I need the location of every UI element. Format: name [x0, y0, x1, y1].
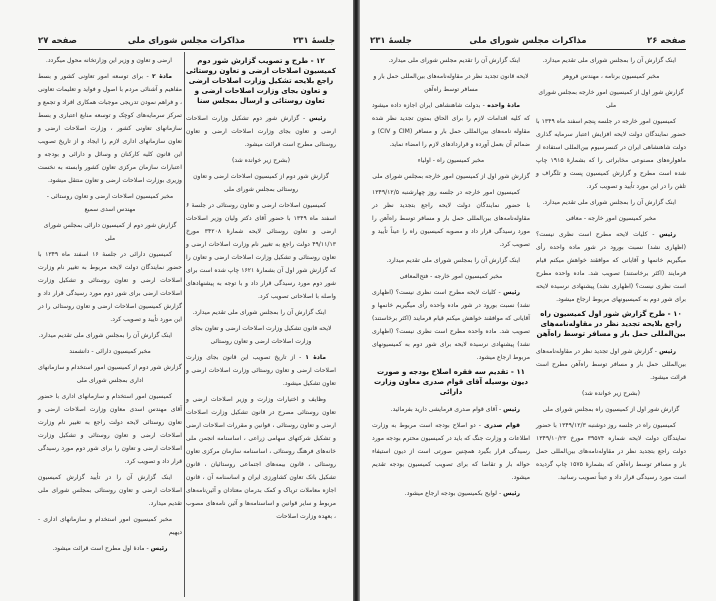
- page-number: صفحه ۲۶: [647, 36, 686, 46]
- session-number: جلسهٔ ۲۳۱: [370, 36, 412, 46]
- body-paragraph: مخبر کمیسیون امور استخدام و سازمانهای اداری - دیهیم: [38, 516, 182, 536]
- body-paragraph: اینک گزارش آن را تقدیم مجلس شورای ملی میدارد.: [388, 57, 520, 64]
- speaker-paragraph: [372, 403, 530, 416]
- left-page-column-left: [38, 54, 182, 558]
- speaker-name: رئیس: [503, 289, 520, 296]
- centered-caption: گزارش شور اول از کمیسیون امور خارجه بمجلس شورای ملی: [372, 173, 530, 180]
- running-title: مذاکرات مجلس شورای ملی: [127, 36, 246, 46]
- body-paragraph: کمیسیون امور خارجه در جلسه پنجم اسفند ماه ۱۳۴۹ با حضور نمایندگان دولت لایحه افزایش اعتبار سرمایه گذاری دولت شاهنشاهی ایران در کنسرسیوم بین‌المللی استفاده از ماهواره‌های مصنوعی مخابراتی را که بشمارهٔ ۱۹۱۵ چاپ شده است مطرح و گزارش کمیسیون پست و تلگراف و تلفن را در این مورد تأیید و تصویب کرد.: [536, 118, 686, 190]
- section-heading: ۱۰ - طرح گزارش شور اول کمیسیون راه راجع بلایحه تجدید نظر در مقاوله‌نامه‌های بین‌المللی حمل بار و مسافر توسط راه‌آهن: [536, 309, 686, 338]
- speech-text: - دو اصلاح بودجه است مربوط به وزارت اطلاعات و وزارت جنگ که باید در کمیسیون محترم بودجه مورد رسیدگی قرار بگیرد همچنین صورتی است از دیون استیفاء حواله بار و تقاضا که برای تصویب کمیسیون بودجه تقدیم میشود.: [372, 422, 530, 481]
- speaker-paragraph: [186, 351, 336, 390]
- left-page: [0, 0, 354, 601]
- speaker-paragraph: [186, 112, 336, 151]
- speaker-paragraph: [38, 70, 182, 187]
- speaker-name: مادهٔ ۱: [305, 354, 326, 361]
- speech-text: - کلیات لایحه مطرح است نظری نیست؟ (اظهاری نشد) نسبت بورود در شور ماده واحده رأی میگیریم خانمها و آقایانی که موافقند خواهش میکنم قیام فرمایند (اکثر برخاستند) تصویب شد. ماده واحده مطرح است نظری نیست؟ (اظهاری نشد) پیشنهادی نرسیده لایحه برای شور دوم به کمیسیونهای مربوط ارجاع میشود.: [536, 231, 686, 303]
- rapporteur-signature: مخبر کمیسیون دارائی - دانشمند: [69, 348, 151, 355]
- centered-caption: لایحه قانون تشکیل وزارت اصلاحات ارضی و تعاون بجای وزارت اصلاحات ارضی و تعاون روستائی: [190, 325, 332, 345]
- speaker-paragraph: [372, 487, 530, 500]
- speaker-name: مادهٔ واحده: [487, 102, 521, 109]
- speaker-name: رئیس: [150, 545, 168, 552]
- body-paragraph: اینک گزارش آن را بمجلس شورای ملی تقدیم میدارد.: [542, 57, 676, 64]
- session-number: جلسهٔ ۲۳۱: [293, 36, 335, 46]
- body-paragraph: کمیسیون دارائی در جلسهٔ ۱۶ اسفند ماه ۱۳۴۹ با حضور نمایندگان دولت لایحه مربوط به تغییر نام وزارت اصلاحات ارضی و تعاون روستائی و تشکیل وزارت اصلاحات ارضی برای شور دوم مورد رسیدگی قرار داد و گزارش کمیسیون اصلاحات ارضی و تعاون روستائی را در این مورد تأیید و تصویب کرد.: [38, 251, 182, 323]
- body-paragraph: اینک گزارش آن را بمجلس شورای ملی تقدیم میدارد.: [192, 309, 326, 316]
- speaker-name: رئیس: [659, 348, 676, 355]
- speech-text: - لوایح بکمیسیون بودجه ارجاع میشود.: [404, 490, 504, 497]
- speaker-name: رئیس: [503, 490, 520, 497]
- rapporteur-signature: مخبر کمیسیون امور خارجه - فتح‌المعافی: [399, 273, 503, 280]
- right-page-header: [370, 36, 686, 50]
- rapporteur-signature: مخبر کمیسیون امور خارجه - معافی: [565, 215, 657, 222]
- body-paragraph: ارضی و تعاون و وزیر این وزارتخانه محول میگردد.: [45, 57, 172, 64]
- body-paragraph: اینک گزارش آن را بمجلس شورای ملی تقدیم میدارد.: [386, 257, 520, 264]
- right-page: [360, 0, 716, 601]
- body-paragraph: کمیسیون اصلاحات ارضی و تعاون روستائی در جلسهٔ ۶ اسفند ماه ۱۳۴۹ با حضور آقای دکتر ولیان وزیر اصلاحات ارضی و تعاون روستائی لایحه شمارهٔ ۳۴۲۰۸ مورخ ۴۹/۱۱/۱۳ دولت راجع به تغییر نام وزارت اصلاحات ارضی و تعاون روستائی و تشکیل وزارت اصلاحات ارضی و تعاون را که گزارش شور اول آن بشمارهٔ ۱۶۲۱ چاپ شده است برای شور دوم مورد رسیدگی قرار داد و با توجه به پیشنهادهای واصله با اصلاحاتی تصویب کرد.: [186, 202, 336, 300]
- rapporteur-signature: مخبر کمیسیون برنامه ، مهندس فروهر: [562, 73, 660, 80]
- body-paragraph: وظایف و اختیارات وزارت و وزیر اصلاحات ارضی و تعاون روستائی مصرح در قانون تشکیل وزارت اصلاحات ارضی و تعاون روستائی ، قوانین و مقررات اصلاحات ارضی و تشکیل شرکتهای سهامی زراعی ، اساسنامه انجمن ملی خانه‌های فرهنگ روستائی ، اساسنامه سازمان مرکزی تعاون روستائی ، قانون بیمه‌های اجتماعی روستائیان ، قانون تشکیل بانک تعاون کشاورزی ایران و اساسنامه آن ، قانون اجازه معاملات تریاک و کمک بدرمان معتادان و آئین‌نامه‌های مربوط و سایر قوانین و اساسنامه‌ها و آئین نامه‌های مصوب ، بعهده وزارت اصلاحات: [186, 396, 336, 520]
- body-paragraph: اینک گزارش آن را در تأیید گزارش کمیسیون اصلاحات ارضی و تعاون روستائی بمجلس شورای ملی تقدیم میدارد.: [38, 474, 182, 507]
- speaker-paragraph: [372, 419, 530, 484]
- body-paragraph: اینک گزارش آن را بمجلس شورای ملی تقدیم میدارد.: [542, 199, 676, 206]
- rapporteur-signature: مخبر کمیسیون راه - اولیاء: [417, 157, 485, 164]
- centered-caption: لایحه قانون تجدید نظر در مقاوله‌نامه‌های بین‌المللی حمل بار و مسافر توسط راه‌آهن: [373, 73, 529, 93]
- rapporteur-signature: مخبر کمیسیون اصلاحات ارضی و تعاون روستائی - مهندس اسدی سمیع: [46, 193, 174, 213]
- speaker-paragraph: [38, 542, 182, 555]
- body-paragraph: کمیسیون امور خارجه در جلسه روز چهارشنبه ۱۳۴۹/۱۲/۵ با حضور نمایندگان دولت لایحه راجع بتجدید نظر در مقاوله‌نامه‌های بین‌المللی حمل بار و مسافر توسط راه‌آهن را مورد رسیدگی قرار داد و مصوبه کمیسیون راه را عیناً تأیید و تصویب کرد.: [372, 189, 530, 248]
- speaker-name: مادهٔ ۲: [151, 73, 172, 80]
- body-paragraph: کمیسیون راه در جلسه روز دوشنبه ۱۳۴۹/۱۲/۳ با حضور نمایندگان دولت لایحه شماره ۳۹۵۷۴ مورخ ۱۳۴۹/۱۰/۲۳ دولت راجع بتجدید نظر در مقاوله‌نامه‌های بین‌المللی حمل بار و مسافر توسط راه‌آهن که بشمارهٔ ۱۵۷۵ چاپ گردیده است مورد رسیدگی قرار داد و عیناً تصویب رسانید.: [536, 422, 687, 481]
- speaker-name: رئیس: [503, 406, 520, 413]
- centered-caption: گزارش شور دوم از کمیسیون دارائی بمجلس شورای ملی: [43, 222, 177, 242]
- centered-caption: گزارش شور اول از کمیسیون امور خارجه بمجلس شورای ملی: [538, 89, 684, 109]
- section-heading: ۱۲ - طرح و تصویب گزارش شور دوم کمیسیون اصلاحات ارضی و تعاون روستائی راجع بلایحه تشکیل وزارت اصلاحات ارضی و تعاون بجای وزارت اصلاحات ارضی و تعاون روستائی و ارسال بمجلس سنا: [186, 56, 336, 105]
- running-title: مذاکرات مجلس شورای ملی: [469, 36, 587, 46]
- speaker-paragraph: [372, 99, 530, 151]
- speech-text: - گزارش شور دوم تشکیل وزارت اصلاحات ارضی و تعاون بجای وزارت اصلاحات ارضی و تعاون روستائی مطرح است قرائت میشود.: [186, 115, 336, 148]
- speech-text: - بدولت شاهنشاهی ایران اجازه داده میشود که کلیه اقدامات لازم را برای الحاق بمتون تجدید نظر شده مقاوله نامه‌های بین‌المللی حمل بار و مسافر (CIM و CIV) و ضمائم آن بعمل آورده و قراردادهای لازم را امضاء نماید.: [372, 102, 530, 148]
- section-heading: ۱۱ - تقدیم سه فقره اصلاح بودجه و صورت دیون بوسیله آقای قوام صدری معاون وزارت دارائی: [374, 367, 528, 396]
- right-page-column-right: [536, 54, 686, 487]
- speaker-name: رئیس: [659, 231, 676, 238]
- book-gutter: [353, 0, 360, 601]
- column-divider: [184, 52, 185, 597]
- centered-caption: (بشرح زیر خوانده شد): [582, 390, 640, 397]
- centered-caption: گزارش شور دوم از کمیسیون اصلاحات ارضی و تعاون روستائی بمجلس شورای ملی: [193, 173, 329, 193]
- speaker-paragraph: [536, 345, 686, 384]
- left-page-header: [38, 36, 335, 50]
- speech-text: - آقای قوام صدری فرمایشی دارید بفرمائید.: [390, 406, 504, 413]
- speaker-paragraph: [372, 286, 530, 364]
- centered-caption: گزارش شور دوم از کمیسیون امور استخدام و سازمانهای اداری بمجلس شورای ملی: [38, 364, 182, 384]
- speech-text: - برای توسعه امور تعاونی کشور و بسط مفاهیم و آشنائی مردم با اصول و فواید و تعلیمات تعاونی ، و فراهم نمودن تدریجی موجبات همکاری افراد و تجمع و تمرکز سرمایه‌های کوچک و توسعه منابع اعتباری و بسط سازمانهای تعاونی کشور ، وزارت اصلاحات ارضی و تعاون سازمانهای اداری لازم را ایجاد و از تاریخ تصویب این قانون کلیه کارکنان و وسائل و دارائی و بودجه و اعتبارات سازمان مرکزی تعاون کشور وابسته به نخست وزیری بوزارت اصلاحات ارضی و تعاون منتقل میشود.: [38, 73, 182, 184]
- speech-text: - مادهٔ اول مطرح است قرائت میشود.: [52, 545, 151, 552]
- right-page-column-left: [372, 54, 530, 503]
- speaker-paragraph: [536, 228, 686, 306]
- centered-caption: (بشرح زیر خوانده شد): [232, 157, 290, 164]
- body-paragraph: کمیسیون امور استخدام و سازمانهای اداری با حضور آقای مهندس اسدی معاون وزارت اصلاحات ارضی و تعاون روستائی لایحه دولت راجع به تغییر نام وزارت اصلاحات ارضی و تعاون روستائی و تشکیل وزارت اصلاحات ارضی و تعاون را برای شور دوم مورد رسیدگی قرار داد و تصویب کرد.: [38, 393, 182, 465]
- speech-text: - از تاریخ تصویب این قانون بجای وزارت اصلاحات ارضی و تعاون روستائی وزارت اصلاحات ارضی و تعاون تشکیل میشود.: [186, 354, 336, 387]
- speaker-name: رئیس: [309, 115, 326, 122]
- centered-caption: گزارش شور اول از کمیسیون راه بمجلس شورای ملی: [542, 406, 680, 413]
- body-paragraph: اینک گزارش آن را بمجلس شورای ملی تقدیم میدارد.: [38, 332, 172, 339]
- speech-text: - گزارش شور اول تجدید نظر در مقاوله‌نامه‌های بین‌المللی حمل بار و مسافر توسط راه‌آهن مطرح است قرائت میشود.: [536, 348, 686, 381]
- speech-text: - کلیات لایحه مطرح است نظری نیست؟ (اظهاری نشد) نسبت بورود در شور ماده واحده رأی میگیریم خانمها و آقایانی که موافقند خواهش میکنم قیام فرمایند (اکثر برخاستند) تصویب شد. ماده واحده مطرح است نظری نیست؟ (اظهاری نشد) پیشنهادی نرسیده لایحه برای شور دوم به کمیسیونهای مربوط ارجاع میشود.: [372, 289, 530, 361]
- left-page-column-right: [186, 54, 336, 526]
- page-number: صفحه ۲۷: [38, 36, 77, 46]
- speaker-name: قوام صدری: [483, 422, 520, 429]
